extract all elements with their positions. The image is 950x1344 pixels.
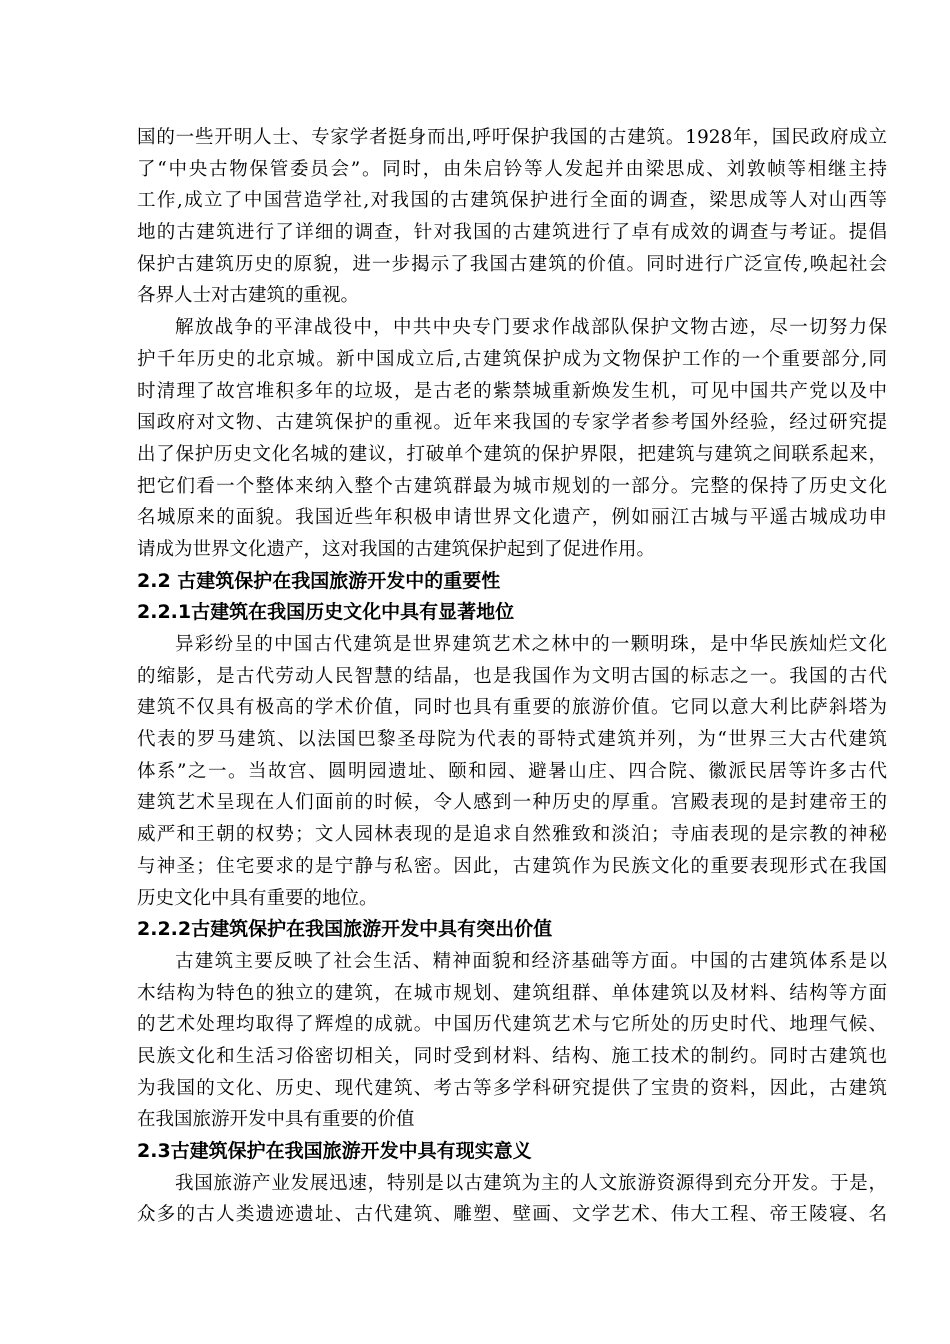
section-heading: 2.3古建筑保护在我国旅游开发中具有现实意义 xyxy=(137,1140,532,1162)
text-line: 为我国的文化、历史、现代建筑、考古等多学科研究提供了宝贵的资料，因此，古建筑 xyxy=(137,1077,887,1099)
text-line: 时清理了故宫堆积多年的垃圾，是古老的紫禁城重新焕发生机，可见中国共产党以及中 xyxy=(137,380,887,402)
paragraph-liberation-war xyxy=(137,312,887,566)
text-line: 我国旅游产业发展迅速，特别是以古建筑为主的人文旅游资源得到充分开发。于是， xyxy=(175,1172,887,1194)
text-line: 木结构为特色的独立的建筑，在城市规划、建筑组群、单体建筑以及材料、结构等方面 xyxy=(137,982,887,1004)
text-line: 体系”之一。当故宫、圆明园遗址、颐和园、避暑山庄、四合院、徽派民居等许多古代 xyxy=(137,760,887,782)
text-line: 地的古建筑进行了详细的调查，针对我国的古建筑进行了卓有成效的调查与考证。提倡 xyxy=(137,222,887,244)
subsection-heading: 2.2.2古建筑保护在我国旅游开发中具有突出价值 xyxy=(137,918,553,941)
text-line: 异彩纷呈的中国古代建筑是世界建筑艺术之林中的一颗明珠，是中华民族灿烂文化 xyxy=(175,634,887,655)
text-line: 的艺术处理均取得了辉煌的成就。中国历代建筑艺术与它所处的历史时代、地理气候、 xyxy=(137,1014,887,1036)
text-line: 的缩影，是古代劳动人民智慧的结晶，也是我国作为文明古国的标志之一。我国的古代 xyxy=(137,665,887,687)
page-body xyxy=(137,122,887,1231)
text-line: 保护古建筑历史的原貌，进一步揭示了我国古建筑的价值。同时进行广泛宣传,唤起社会 xyxy=(137,253,887,275)
section-2-3 xyxy=(137,1136,887,1231)
text-line: 国政府对文物、古建筑保护的重视。近年来我国的专家学者参考国外经验，经过研究提 xyxy=(137,412,887,434)
text-line: 在我国旅游开发中具有重要的价值 xyxy=(137,1109,415,1131)
text-line: 民族文化和生活习俗密切相关，同时受到材料、结构、施工技术的制约。同时古建筑也 xyxy=(137,1045,887,1067)
text-line: 众多的古人类遗迹遗址、古代建筑、雕塑、壁画、文学艺术、伟大工程、帝王陵寝、名 xyxy=(137,1204,887,1226)
text-line: 各界人士对古建筑的重视。 xyxy=(137,285,360,307)
section-2-2-1 xyxy=(137,597,887,914)
text-line: 出了保护历史文化名城的建议，打破单个建筑的保护界限，把建筑与建筑之间联系起来， xyxy=(137,443,887,465)
section-heading: 2.2 古建筑保护在我国旅游开发中的重要性 xyxy=(137,569,501,592)
text-line: 国的一些开明人士、专家学者挺身而出,呼吁保护我国的古建筑。1928年，国民政府成立 xyxy=(137,127,887,148)
text-line: 古建筑主要反映了社会生活、精神面貌和经济基础等方面。中国的古建筑体系是以 xyxy=(175,950,887,972)
subsection-heading: 2.2.1古建筑在我国历史文化中具有显著地位 xyxy=(137,601,515,624)
text-line: 代表的罗马建筑、以法国巴黎圣母院为代表的哥特式建筑并列，为“世界三大古代建筑 xyxy=(137,729,887,751)
text-line: 建筑不仅具有极高的学术价值，同时也具有重要的旅游价值。它同以意大利比萨斜塔为 xyxy=(137,697,887,719)
text-line: 请成为世界文化遗产，这对我国的古建筑保护起到了促进作用。 xyxy=(137,538,656,560)
section-2-2-2 xyxy=(137,914,887,1136)
text-line: 工作,成立了中国营造学社,对我国的古建筑保护进行全面的调查，梁思成等人对山西等 xyxy=(137,190,887,212)
text-line: 建筑艺术呈现在人们面前的时候，令人感到一种历史的厚重。宫殿表现的是封建帝王的 xyxy=(137,792,887,814)
text-line: 名城原来的面貌。我国近些年积极申请世界文化遗产，例如丽江古城与平遥古城成功申 xyxy=(137,507,887,529)
text-line: 与神圣；住宅要求的是宁静与私密。因此，古建筑作为民族文化的重要表现形式在我国 xyxy=(137,855,887,877)
text-line: 解放战争的平津战役中，中共中央专门要求作战部队保护文物古迹，尽一切努力保 xyxy=(175,317,887,339)
text-line: 了“中央古物保管委员会”。同时，由朱启钤等人发起并由梁思成、刘敦帧等相继主持 xyxy=(137,158,887,180)
text-line: 把它们看一个整体来纳入整个古建筑群最为城市规划的一部分。完整的保持了历史文化 xyxy=(137,475,887,497)
section-2-2 xyxy=(137,566,887,598)
text-line: 历史文化中具有重要的地位。 xyxy=(137,887,378,909)
text-line: 护千年历史的北京城。新中国成立后,古建筑保护成为文物保护工作的一个重要部分,同 xyxy=(137,348,887,370)
paragraph-preservation-history xyxy=(137,122,887,312)
text-line: 威严和王朝的权势；文人园林表现的是追求自然雅致和淡泊；寺庙表现的是宗教的神秘 xyxy=(137,824,887,846)
